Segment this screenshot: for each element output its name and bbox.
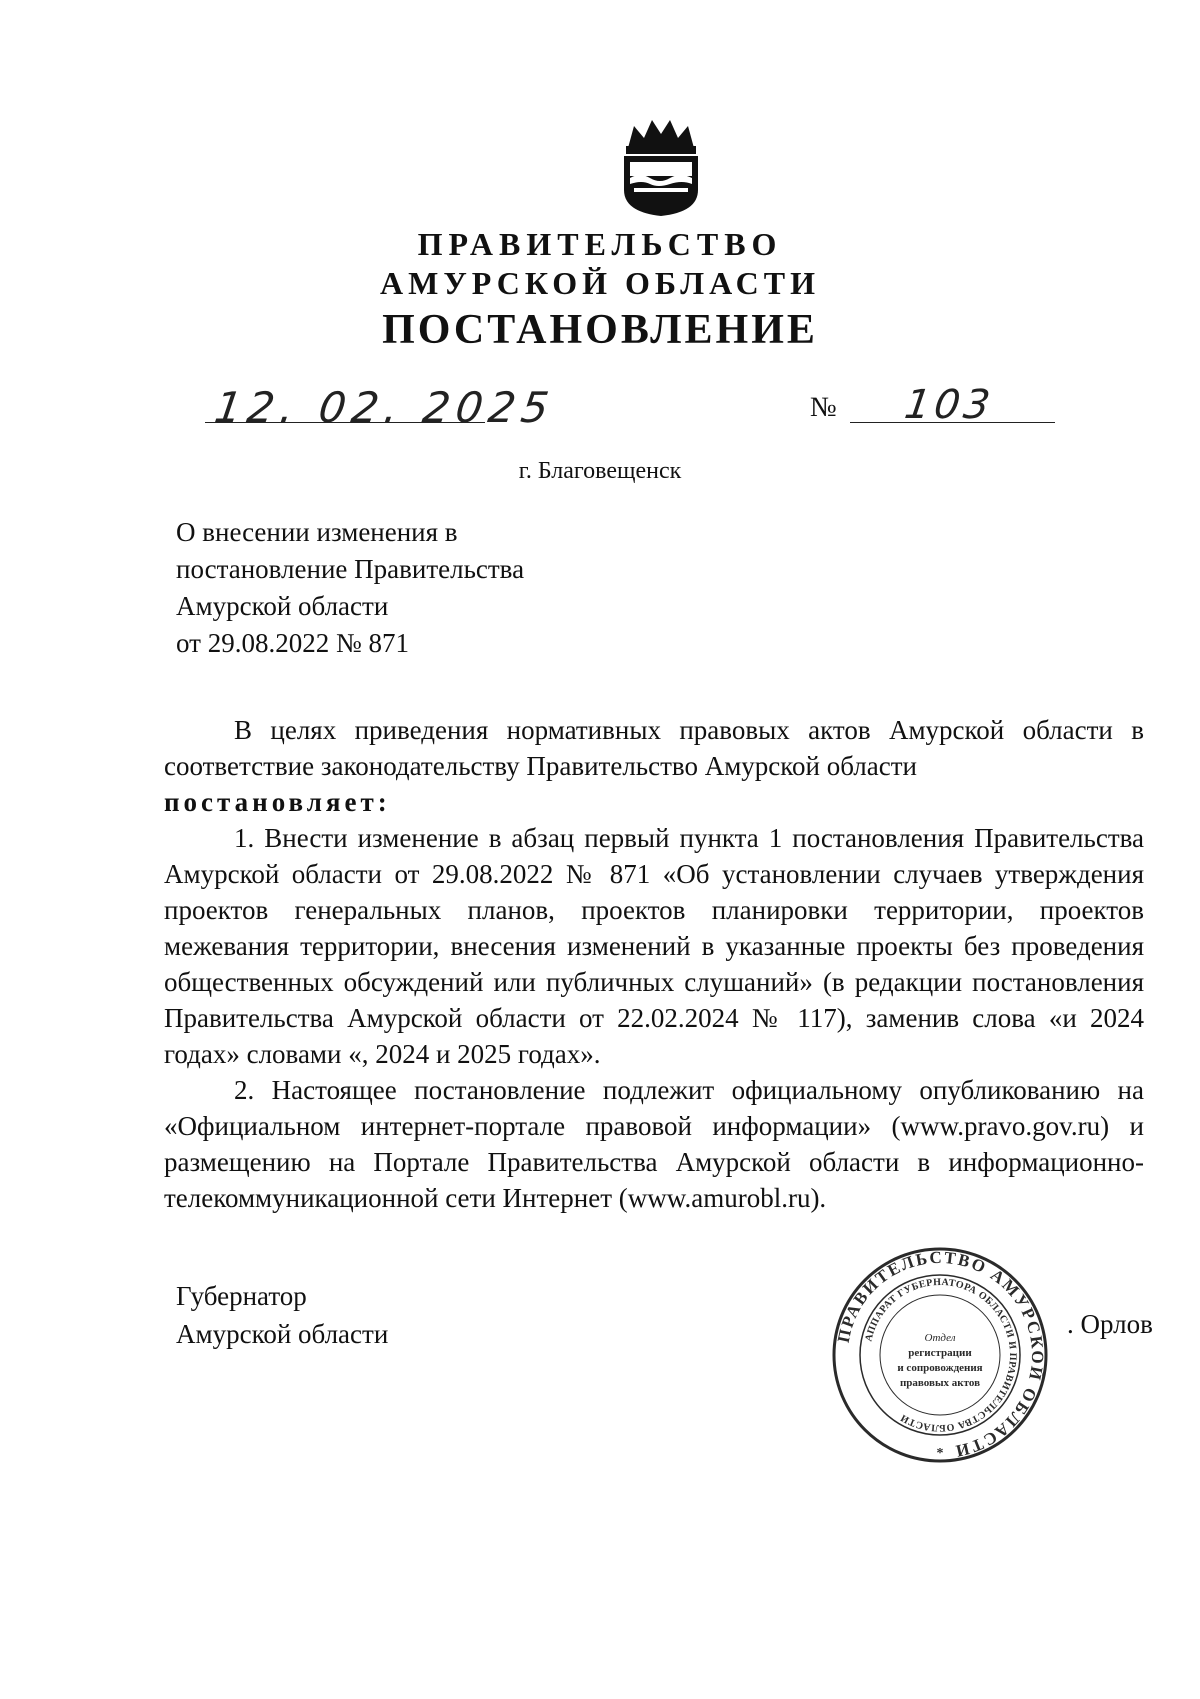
stamp-star: * bbox=[936, 1446, 944, 1461]
signatory-title-line: Губернатор bbox=[176, 1281, 307, 1311]
document-subject bbox=[176, 514, 524, 662]
subject-line: постановление Правительства bbox=[176, 554, 525, 584]
stamp-center-line: Отдел bbox=[924, 1332, 956, 1344]
government-name-line1: ПРАВИТЕЛЬСТВО bbox=[417, 226, 783, 262]
subject-line: от 29.08.2022 № 871 bbox=[176, 628, 409, 658]
stamp-ring-text: ПРАВИТЕЛЬСТВО АМУРСКОЙ ОБЛАСТИ bbox=[833, 1247, 1048, 1461]
body-item-1: 1. Внести изменение в абзац первый пункта 1 постановления Правительства Амурской области от 29.08.2022 № 871 «Об установлении случаев утверждения проектов генеральных планов, проектов планировки территории, проектов межевания территории, внесения изменений в указанные проекты без проведения общественных обсуждений или публичных слушаний» (в редакции постановления Правительства Амурской области от 22.02.2024 № 117), заменив слова «и 2024 годах» словами «, 2024 и 2025 годах». bbox=[164, 823, 1144, 1069]
stamp-center-line: и сопровождения bbox=[897, 1362, 983, 1374]
stamp-center-line: регистрации bbox=[908, 1347, 972, 1359]
city-line: г. Благовещенск bbox=[518, 458, 682, 484]
subject-line: О внесении изменения в bbox=[176, 517, 458, 547]
number-underline bbox=[850, 422, 1055, 423]
body-item-2: 2. Настоящее постановление подлежит официальному опубликованию на «Официальном интернет-портале правовой информации» (www.pravo.gov.ru) и размещению на Портале Правительства Амурской области в информационно-телекоммуникационной сети Интернет (www.amurobl.ru). bbox=[164, 1075, 1144, 1213]
date-underline bbox=[205, 422, 485, 423]
document-body bbox=[164, 712, 1144, 1216]
stamp-center-line: правовых актов bbox=[899, 1377, 981, 1389]
stamp-outer-text: АППАРАТ ГУБЕРНАТОРА ОБЛАСТИ И ПРАВИТЕЛЬСТВА ОБЛАСТИ bbox=[863, 1276, 1019, 1434]
intro-paragraph: В целях приведения нормативных правовых актов Амурской области в соответствие законодательству Правительство Амурской области bbox=[164, 715, 1144, 781]
signatory-title-line: Амурской области bbox=[176, 1319, 389, 1349]
signatory-name: . Орлов bbox=[1067, 1309, 1153, 1339]
decree-word: постановляет: bbox=[164, 787, 391, 817]
government-name-line2: АМУРСКОЙ ОБЛАСТИ bbox=[380, 265, 820, 301]
document-number: 103 bbox=[901, 382, 997, 428]
document-date: 12. 02. 2025 bbox=[211, 383, 558, 432]
coat-of-arms-icon bbox=[620, 118, 702, 218]
subject-line: Амурской области bbox=[176, 591, 389, 621]
number-sign: № bbox=[810, 392, 837, 423]
signatory-title bbox=[176, 1277, 388, 1353]
official-stamp bbox=[830, 1245, 1050, 1465]
document-type-title: ПОСТАНОВЛЕНИЕ bbox=[382, 307, 818, 353]
